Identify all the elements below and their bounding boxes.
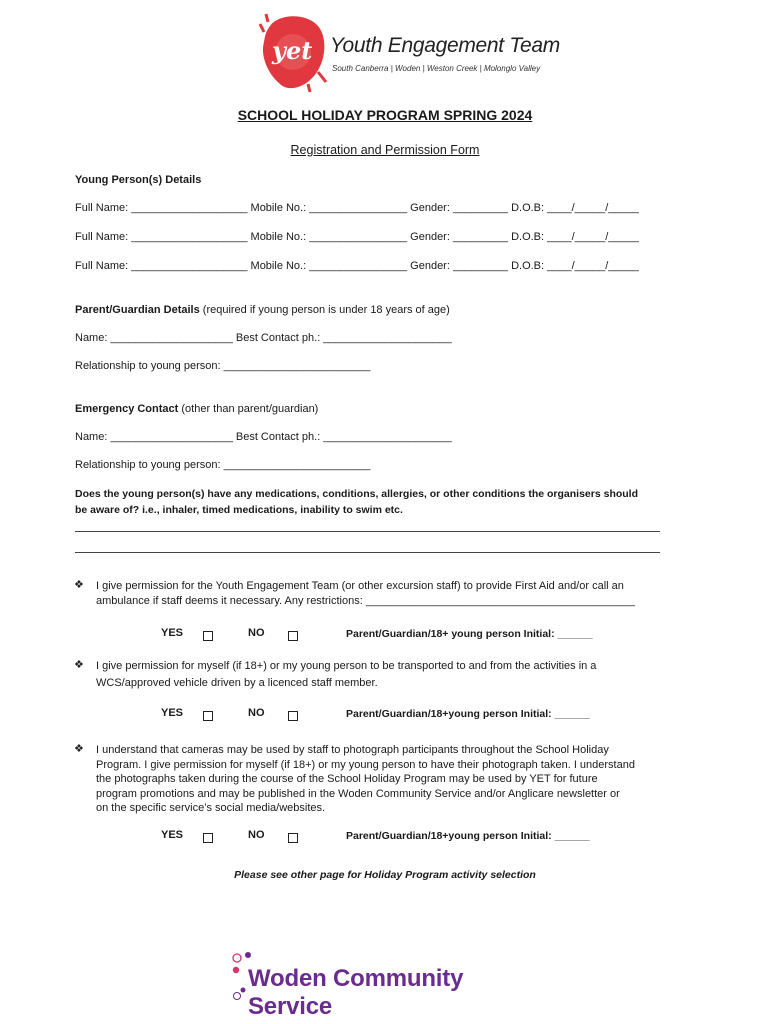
permission-line: Program. I give permission for myself (if 18+) or my young person to have their photograph taken. I understand — [96, 758, 635, 771]
permission-line: I understand that cameras may be used by staff to photograph participants throughout the School Holiday — [96, 744, 609, 756]
no-checkbox[interactable] — [288, 829, 298, 847]
medical-answer-line-2 — [75, 552, 660, 553]
no-label: NO — [248, 829, 265, 841]
young-person-row-1: Full Name: ___________________ Mobile No.: ________________ Gender: _________ D.O.B: ____/_____/_____ — [75, 202, 639, 214]
org-subtitle: South Canberra | Woden | Weston Creek | Molonglo Valley — [332, 64, 541, 73]
medical-question-2: be aware of? i.e., inhaler, timed medications, inability to swim etc. — [75, 504, 403, 516]
woden-logo — [228, 950, 548, 1020]
parent-heading: Parent/Guardian Details — [75, 304, 200, 316]
parent-note: (required if young person is under 18 years of age) — [199, 304, 450, 316]
permission-photography — [96, 743, 696, 816]
yes-checkbox[interactable] — [203, 627, 213, 645]
medical-question-1: Does the young person(s) have any medications, conditions, allergies, or other conditions the organisers should — [75, 488, 639, 500]
permission-line: on the specific service’s social media/websites. — [96, 802, 326, 814]
yes-label: YES — [161, 627, 184, 639]
young-person-row-3: Full Name: ___________________ Mobile No.: ________________ Gender: _________ D.O.B: ____/_____/_____ — [75, 260, 639, 272]
initial-field: Parent/Guardian/18+young person Initial: ______ — [346, 830, 590, 842]
permission-line: ambulance if staff deems it necessary. Any restrictions: ____________________________________________ — [96, 594, 635, 607]
parent-name-line: Name: ____________________ Best Contact ph.: _____________________ — [75, 332, 452, 344]
checkbox-icon — [203, 833, 213, 843]
checkbox-icon — [288, 631, 298, 641]
permission-line: WCS/approved vehicle driven by a licenced staff member. — [96, 677, 378, 689]
permission-first-aid — [96, 579, 696, 608]
page-title-text: SCHOOL HOLIDAY PROGRAM SPRING 2024 — [237, 107, 533, 123]
emergency-relationship-line: Relationship to young person: ________________________ — [75, 459, 371, 471]
emergency-heading: Emergency Contact — [75, 403, 179, 415]
permission-line: the photographs taken during the course of the School Holiday Program may be used by YET for future — [96, 773, 598, 785]
diamond-bullet-icon: ❖ — [74, 743, 84, 755]
woden-logo-text: Woden Community Service — [248, 965, 464, 1020]
checkbox-icon — [203, 711, 213, 721]
no-checkbox[interactable] — [288, 627, 298, 645]
permission-line: I give permission for myself (if 18+) or my young person to be transported to and from the activities in a — [96, 660, 597, 672]
footer-note-text: Please see other page for Holiday Program activity selection — [234, 869, 536, 881]
diamond-bullet-icon: ❖ — [74, 659, 84, 671]
initial-field: Parent/Guardian/18+young person Initial: ______ — [346, 708, 590, 720]
medical-answer-line-1 — [75, 531, 660, 532]
parent-heading-line — [75, 304, 450, 316]
yet-logo — [258, 12, 328, 94]
emergency-note: (other than parent/guardian) — [178, 403, 319, 415]
no-checkbox[interactable] — [288, 707, 298, 725]
yes-label: YES — [161, 829, 184, 841]
emergency-heading-line — [75, 403, 318, 415]
yes-checkbox[interactable] — [203, 829, 213, 847]
yes-label: YES — [161, 707, 184, 719]
initial-field: Parent/Guardian/18+ young person Initial: ______ — [346, 628, 593, 640]
checkbox-icon — [288, 711, 298, 721]
form-subtitle — [0, 141, 770, 159]
young-person-row-2: Full Name: ___________________ Mobile No.: ________________ Gender: _________ D.O.B: ____/_____/_____ — [75, 231, 639, 243]
checkbox-icon — [203, 631, 213, 641]
org-title: Youth Engagement Team — [330, 34, 560, 57]
form-subtitle-text: Registration and Permission Form — [290, 143, 480, 157]
young-person-heading: Young Person(s) Details — [75, 174, 202, 186]
parent-relationship-line: Relationship to young person: ________________________ — [75, 360, 371, 372]
footer-note — [0, 865, 770, 883]
checkbox-icon — [288, 833, 298, 843]
permission-line: I give permission for the Youth Engagement Team (or other excursion staff) to provide First Aid and/or call an — [96, 580, 624, 592]
page-title — [0, 107, 770, 125]
permission-transport — [96, 658, 696, 692]
yet-logo-text: yet — [272, 36, 313, 65]
permission-line: program promotions and may be published in the Woden Community Service and/or Anglicare newsletter or — [96, 787, 620, 800]
emergency-name-line: Name: ____________________ Best Contact ph.: _____________________ — [75, 431, 452, 443]
no-label: NO — [248, 707, 265, 719]
diamond-bullet-icon: ❖ — [74, 579, 84, 591]
yes-checkbox[interactable] — [203, 707, 213, 725]
no-label: NO — [248, 627, 265, 639]
